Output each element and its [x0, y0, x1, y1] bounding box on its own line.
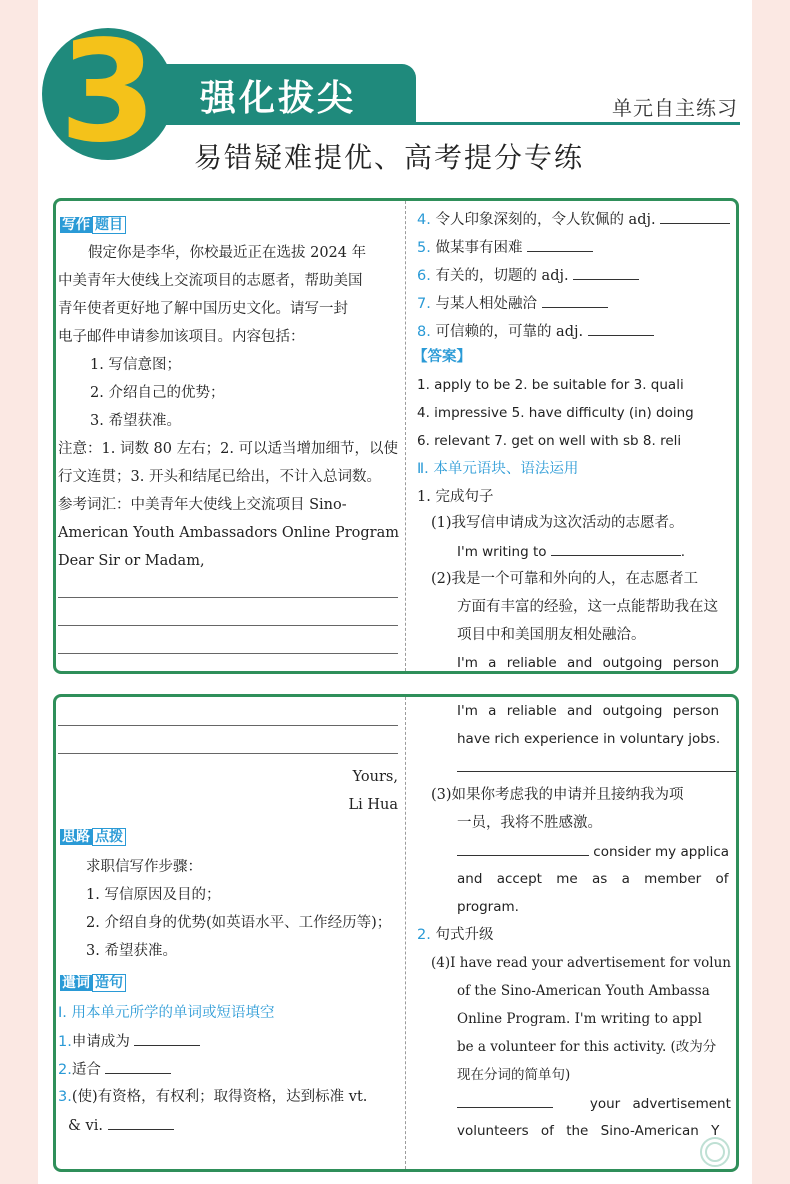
signature: Li Hua	[348, 797, 398, 813]
closing: Yours,	[352, 769, 398, 785]
answer-line-row	[457, 757, 739, 778]
question-en: your advertisement	[457, 1093, 731, 1114]
step-item: 2. 介绍自身的优势(如英语水平、工作经历等)；	[86, 915, 392, 931]
blank[interactable]	[108, 1115, 174, 1130]
question: 一员，我将不胜感激。	[457, 815, 602, 831]
sentence-tag: 遣词 造句	[58, 973, 128, 993]
blank[interactable]	[542, 293, 608, 308]
vocab-item: 7. 与某人相处融洽	[417, 293, 608, 314]
blank[interactable]	[134, 1031, 200, 1046]
blank[interactable]	[457, 841, 589, 856]
answer-line[interactable]	[58, 653, 398, 654]
prompt-vocab: 参考词汇：中美青年大使线上交流项目 Sino-	[58, 497, 347, 513]
prompt-note: 行文连贯；3. 开头和结尾已给出，不计入总词数。	[58, 469, 381, 485]
question: of the Sino-American Youth Ambassa	[457, 983, 710, 999]
vocab-item: 3.(使)有资格，有权利；取得资格，达到标准 vt.	[58, 1089, 368, 1105]
writing-prompt-column	[56, 201, 402, 671]
sub-heading: 2. 句式升级	[417, 927, 494, 943]
question-en: consider my applica	[457, 841, 729, 862]
salutation: Dear Sir or Madam,	[58, 553, 205, 569]
question: (2)我是一个可靠和外向的人，在志愿者工	[431, 571, 699, 587]
question: Online Program. I'm writing to appl	[457, 1011, 702, 1027]
section-heading: Ⅱ. 本单元语块、语法运用	[417, 461, 579, 477]
question: 项目中和美国朋友相处融洽。	[457, 627, 646, 643]
blank[interactable]	[551, 541, 681, 556]
column-divider	[405, 697, 406, 1169]
blank[interactable]	[573, 265, 639, 280]
vocab-item: 2.适合	[58, 1059, 171, 1080]
question: (1)我写信申请成为这次活动的志愿者。	[431, 515, 684, 531]
question: 现在分词的简单句)	[457, 1067, 571, 1083]
step-item: 3. 希望获准。	[86, 943, 177, 959]
page-subtitle: 易错疑难提优、高考提分专练	[194, 141, 585, 174]
answer-line: 1. apply to be 2. be suitable for 3. quali	[417, 377, 684, 393]
spiral-ornament-inner	[705, 1142, 725, 1162]
exercise-panel-1	[53, 198, 739, 674]
blank[interactable]	[457, 1093, 553, 1108]
chapter-number-badge	[42, 11, 174, 174]
writing-tips-column	[56, 697, 402, 1169]
header-rule	[160, 122, 740, 125]
writing-topic-tag	[58, 215, 128, 235]
question-en: I'm a reliable and outgoing person	[457, 655, 720, 671]
vocab-item: 4. 令人印象深刻的，令人钦佩的 adj.	[417, 209, 730, 230]
answer-line[interactable]	[58, 625, 398, 626]
prompt-vocab: American Youth Ambassadors Online Program	[58, 525, 399, 541]
question: (4)I have read your advertisement for volun	[431, 955, 731, 971]
tag-part-a: 写作	[62, 217, 90, 233]
blank[interactable]	[105, 1059, 171, 1074]
steps-title: 求职信写作步骤：	[86, 859, 202, 875]
answer-label: 【答案】	[413, 349, 471, 365]
vocab-item: 1.申请成为	[58, 1031, 200, 1052]
blank[interactable]	[660, 209, 730, 224]
answer-line[interactable]	[58, 753, 398, 754]
section-heading: Ⅰ. 用本单元所学的单词或短语填空	[58, 1005, 275, 1021]
prompt-item: 3. 希望获准。	[90, 413, 181, 429]
question-en: program.	[457, 899, 519, 915]
tag-part-b: 题目	[92, 216, 126, 234]
exercise-panel-2	[53, 694, 739, 1172]
question: (3)如果你考虑我的申请并且接纳我为项	[431, 787, 684, 803]
exercise-column	[413, 697, 739, 1169]
vocab-item: 8. 可信赖的，可靠的 adj.	[417, 321, 654, 342]
question-en: and accept me as a member of	[457, 871, 729, 887]
step-item: 1. 写信原因及目的；	[86, 887, 221, 903]
blank[interactable]	[457, 757, 739, 772]
page-title: 强化拔尖	[200, 78, 357, 119]
question-en: I'm a reliable and outgoing person	[457, 703, 720, 719]
answer-line[interactable]	[58, 597, 398, 598]
chapter-number: 3	[59, 11, 157, 174]
sub-heading: 1. 完成句子	[417, 489, 494, 505]
vocab-item-cont: & vi.	[68, 1115, 174, 1136]
vocab-item: 5. 做某事有困难	[417, 237, 593, 258]
column-divider	[405, 201, 406, 671]
prompt-item: 1. 写信意图；	[90, 357, 181, 373]
answer-line: 4. impressive 5. have difficulty (in) doing	[417, 405, 694, 421]
prompt-line: 中美青年大使线上交流项目的志愿者，帮助美国	[58, 273, 363, 289]
exercise-column	[413, 201, 739, 671]
prompt-item: 2. 介绍自己的优势；	[90, 385, 225, 401]
hint-tag: 思路 点拨	[58, 827, 128, 847]
answer-line[interactable]	[58, 725, 398, 726]
question-en: have rich experience in voluntary jobs.	[457, 731, 721, 747]
blank[interactable]	[527, 237, 593, 252]
question: 方面有丰富的经验，这一点能帮助我在这	[457, 599, 718, 615]
blank[interactable]	[588, 321, 654, 336]
question-en: volunteers of the Sino-American Y	[457, 1123, 720, 1139]
prompt-line: 假定你是李华，你校最近正在选拔 2024 年	[88, 245, 367, 261]
vocab-item: 6. 有关的，切题的 adj.	[417, 265, 639, 286]
question: be a volunteer for this activity. (改为分	[457, 1039, 717, 1055]
answer-line: 6. relevant 7. get on well with sb 8. reli	[417, 433, 682, 449]
prompt-note: 注意：1. 词数 80 左右；2. 可以适当增加细节，以使	[58, 441, 399, 457]
prompt-line: 青年使者更好地了解中国历史文化。请写一封	[58, 301, 348, 317]
prompt-line: 电子邮件申请参加该项目。内容包括：	[58, 329, 305, 345]
section-label: 单元自主练习	[612, 96, 738, 120]
question-en: I'm writing to .	[457, 541, 685, 562]
title-banner	[160, 64, 416, 122]
